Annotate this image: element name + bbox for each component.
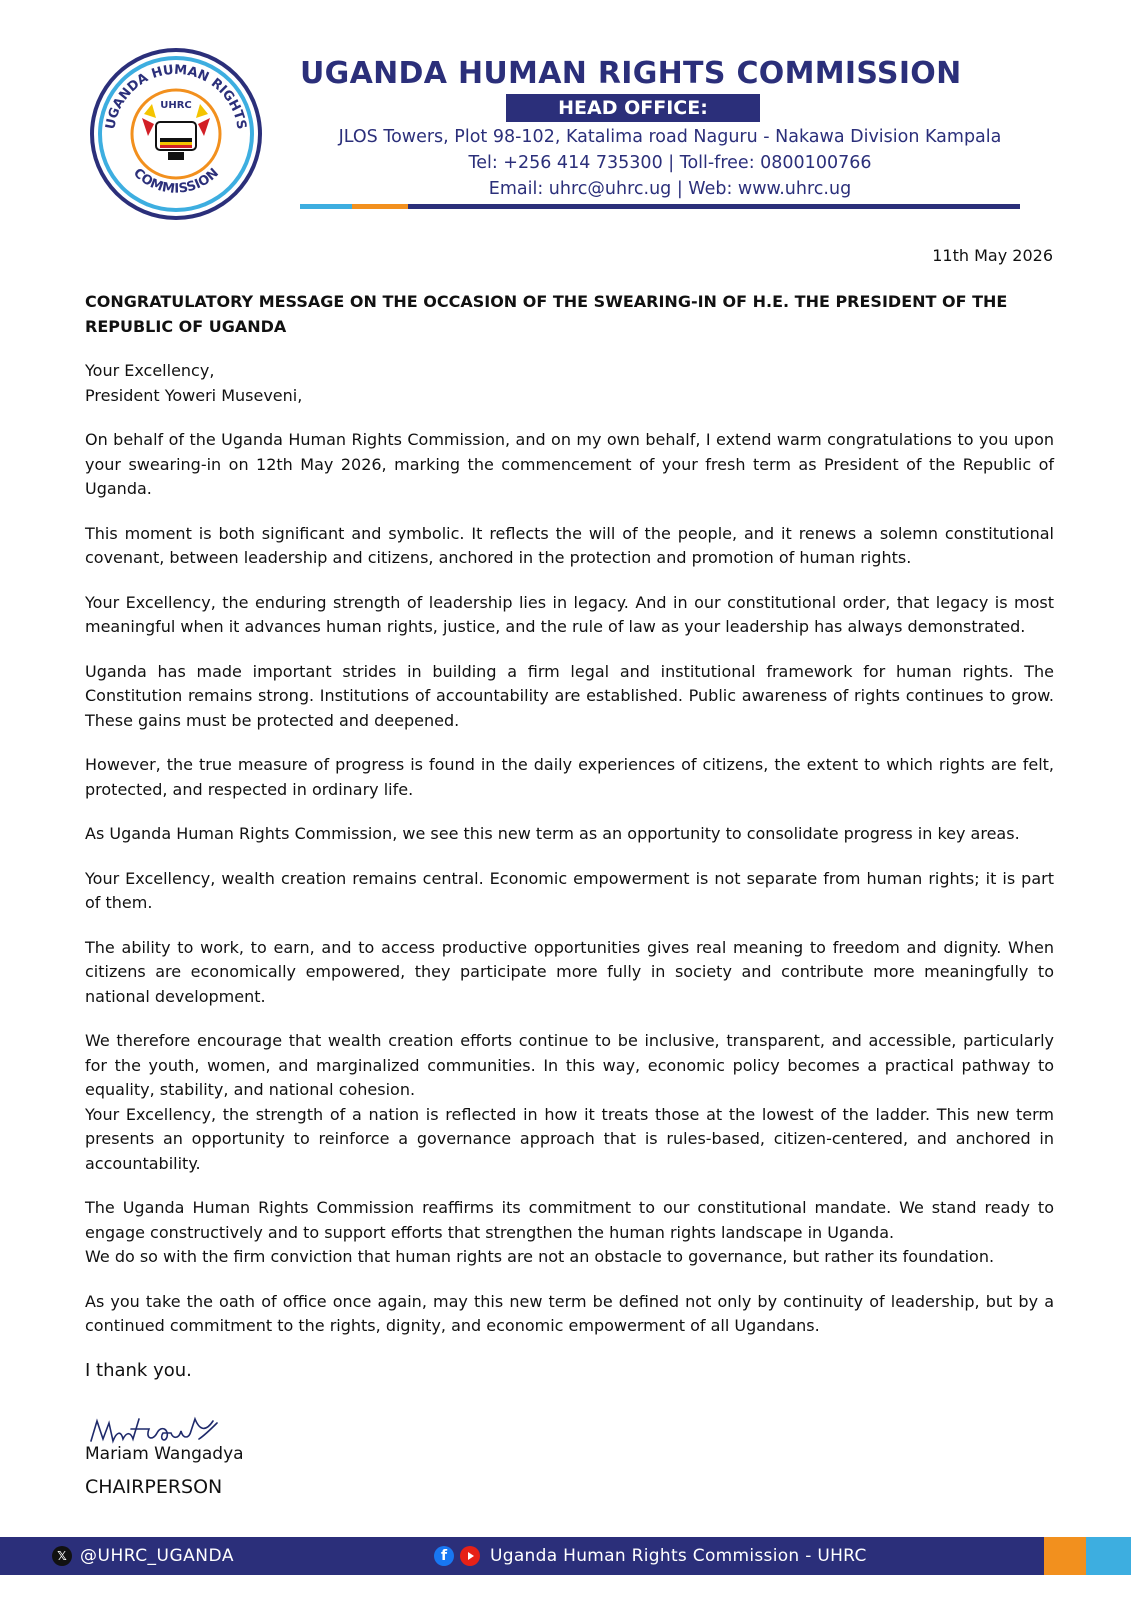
- letter-date: 11th May 2026: [932, 246, 1053, 265]
- org-name: UGANDA HUMAN RIGHTS COMMISSION: [300, 56, 962, 91]
- svg-text:COMMISSION: COMMISSION: [130, 165, 222, 197]
- facebook-icon[interactable]: f: [434, 1546, 454, 1566]
- youtube-icon[interactable]: [460, 1546, 480, 1566]
- closing: I thank you.: [85, 1359, 192, 1381]
- uhrc-logo: [86, 44, 266, 224]
- office-address: JLOS Towers, Plot 98-102, Katalima road Naguru - Nakawa Division Kampala: [338, 127, 1002, 147]
- head-office-label: HEAD OFFICE:: [506, 94, 760, 122]
- header-divider: [300, 204, 1020, 209]
- contact-line: Tel: +256 414 735300 | Toll-free: 0800100766: [468, 153, 872, 173]
- paragraph: This moment is both significant and symbolic. It reflects the will of the people, and it renews a solemn constitutional covenant, between leadership and citizens, anchored in the protection and promotion of human rights.: [85, 523, 1054, 567]
- social-handle[interactable]: @UHRC_UGANDA: [80, 1546, 234, 1566]
- svg-text:UGANDA HUMAN RIGHTS: UGANDA HUMAN RIGHTS: [103, 62, 249, 131]
- paragraph: Your Excellency, the enduring strength of leadership lies in legacy. And in our constitutional order, that legacy is most meaningful when it advances human rights, justice, and the rule of law as your leadership has always demonstrated.: [85, 592, 1054, 636]
- footer-accent-orange: [1044, 1537, 1086, 1575]
- paragraph: Your Excellency, the strength of a nation is reflected in how it treats those at the lowest of the ladder. This new term presents an opportunity to reinforce a governance approach that is rules-based, citizen-centered, and anchored in accountability.: [85, 1104, 1054, 1173]
- paragraph: We do so with the firm conviction that human rights are not an obstacle to governance, but rather its foundation.: [85, 1247, 995, 1266]
- salutation: [85, 359, 1054, 408]
- email-web-line: Email: uhrc@uhrc.ug | Web: www.uhrc.ug: [488, 179, 852, 199]
- paragraph: However, the true measure of progress is found in the daily experiences of citizens, the extent to which rights are felt, protected, and respected in ordinary life.: [85, 755, 1054, 799]
- paragraph: We therefore encourage that wealth creation efforts continue to be inclusive, transparent, and accessible, particularly for the youth, women, and marginalized communities. In this way, economic policy becomes a practical pathway to equality, stability, and national cohesion.: [85, 1031, 1054, 1099]
- paragraph: The Uganda Human Rights Commission reaffirms its commitment to our constitutional mandate. We stand ready to engage constructively and to support efforts that strengthen the human rights landscape in Uganda.: [85, 1198, 1054, 1242]
- paragraph: The ability to work, to earn, and to access productive opportunities gives real meaning to freedom and dignity. When citizens are economically empowered, they participate more fully in society and contribute more meaningfully to national development.: [85, 937, 1054, 1006]
- paragraph: Your Excellency, wealth creation remains central. Economic empowerment is not separate from human rights; it is part of them.: [85, 868, 1054, 912]
- paragraph: As Uganda Human Rights Commission, we see this new term as an opportunity to consolidate progress in key areas.: [85, 824, 1020, 843]
- channel-name[interactable]: Uganda Human Rights Commission - UHRC: [490, 1546, 867, 1566]
- letter-subject: CONGRATULATORY MESSAGE ON THE OCCASION OF THE SWEARING-IN OF H.E. THE PRESIDENT OF THE REPUBLIC OF UGANDA: [85, 292, 1008, 336]
- salutation-line: President Yoweri Museveni,: [85, 385, 303, 405]
- paragraph: On behalf of the Uganda Human Rights Commission, and on my own behalf, I extend warm congratulations to you upon your swearing-in on 12th May 2026, marking the commencement of your fresh term as President of the Republic of Uganda.: [85, 430, 1054, 498]
- signatory-title: CHAIRPERSON: [85, 1476, 223, 1498]
- footer-accent-blue: [1086, 1537, 1131, 1575]
- paragraph: As you take the oath of office once again, may this new term be defined not only by continuity of leadership, but by a continued commitment to the rights, dignity, and economic empowerment of all Ugandans.: [85, 1291, 1054, 1335]
- signatory-name: Mariam Wangadya: [85, 1444, 244, 1464]
- salutation-line: Your Excellency,: [85, 361, 215, 380]
- paragraph: Uganda has made important strides in building a firm legal and institutional framework for human rights. The Constitution remains strong. Institutions of accountability are established. Public awareness of rights continues to grow. These gains must be protected and deepened.: [85, 661, 1054, 730]
- logo-center-label: UHRC: [160, 100, 192, 111]
- footer-bar: [0, 1537, 1131, 1575]
- x-icon[interactable]: 𝕏: [52, 1546, 72, 1566]
- letter-body: [85, 290, 1054, 1500]
